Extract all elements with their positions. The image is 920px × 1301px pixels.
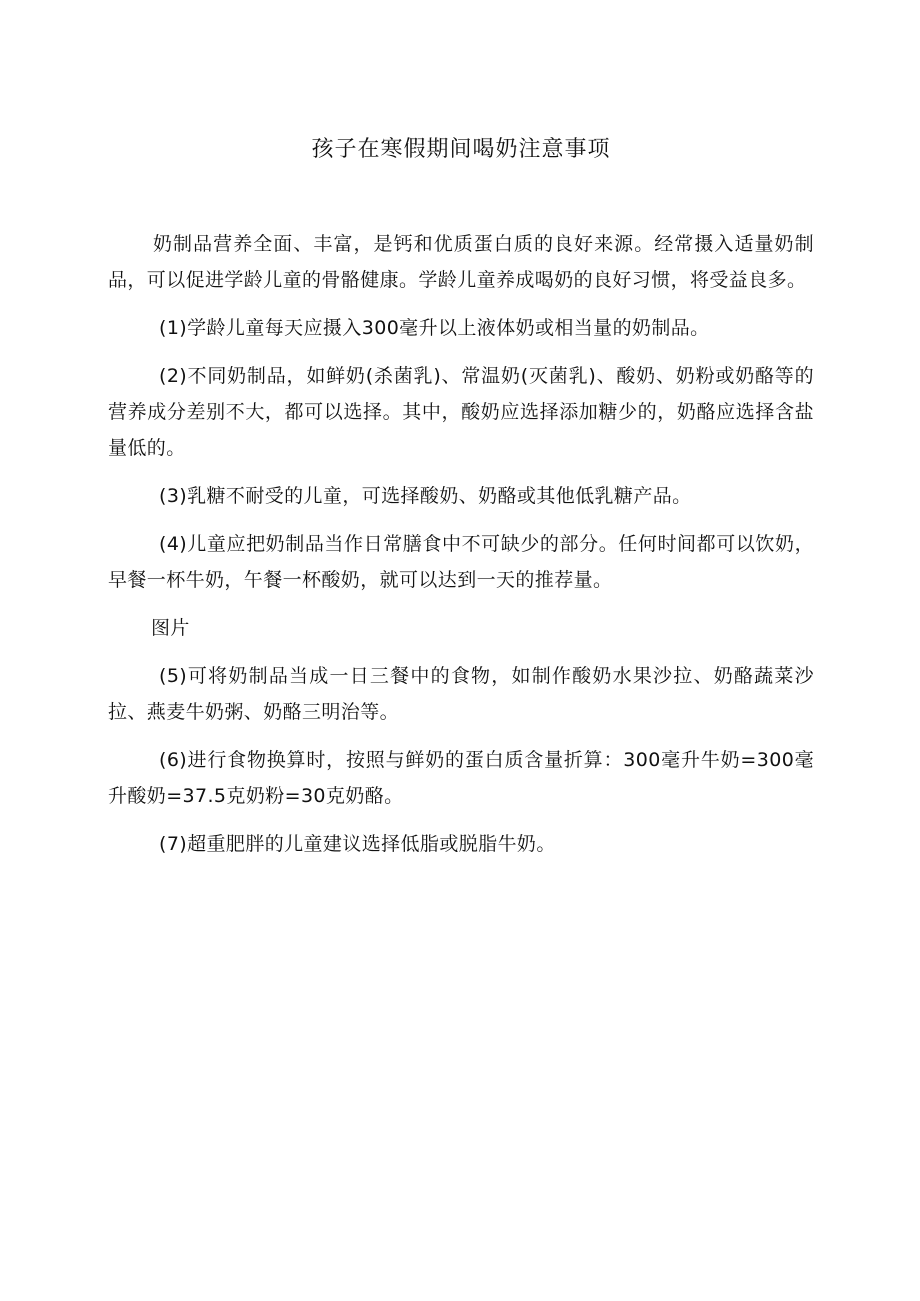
tip-paragraph-6: (6)进行食物换算时，按照与鲜奶的蛋白质含量折算：300毫升牛奶=300毫升酸奶=37.5克奶粉=30克奶酪。 [108,749,814,807]
tip-paragraph-4: (4)儿童应把奶制品当作日常膳食中不可缺少的部分。任何时间都可以饮奶，早餐一杯牛奶，午餐一杯酸奶，就可以达到一天的推荐量。 [108,533,814,591]
tip-paragraph-5: (5)可将奶制品当成一日三餐中的食物，如制作酸奶水果沙拉、奶酪蔬菜沙拉、燕麦牛奶粥、奶酪三明治等。 [108,665,814,723]
document-title: 孩子在寒假期间喝奶注意事项 [311,137,611,162]
tip-paragraph-2: (2)不同奶制品，如鲜奶(杀菌乳)、常温奶(灭菌乳)、酸奶、奶粉或奶酪等的营养成分差别不大，都可以选择。其中，酸奶应选择添加糖少的，奶酪应选择含盐量低的。 [108,365,814,459]
image-caption: 图片 [151,617,190,639]
tip-paragraph-7: (7)超重肥胖的儿童建议选择低脂或脱脂牛奶。 [159,833,556,855]
tip-paragraph-1: (1)学龄儿童每天应摄入300毫升以上液体奶或相当量的奶制品。 [159,317,710,339]
intro-paragraph: 奶制品营养全面、丰富，是钙和优质蛋白质的良好来源。经常摄入适量奶制品，可以促进学龄儿童的骨骼健康。学龄儿童养成喝奶的良好习惯，将受益良多。 [108,233,814,291]
tip-paragraph-3: (3)乳糖不耐受的儿童，可选择酸奶、奶酪或其他低乳糖产品。 [159,485,692,507]
document-body [108,226,814,862]
